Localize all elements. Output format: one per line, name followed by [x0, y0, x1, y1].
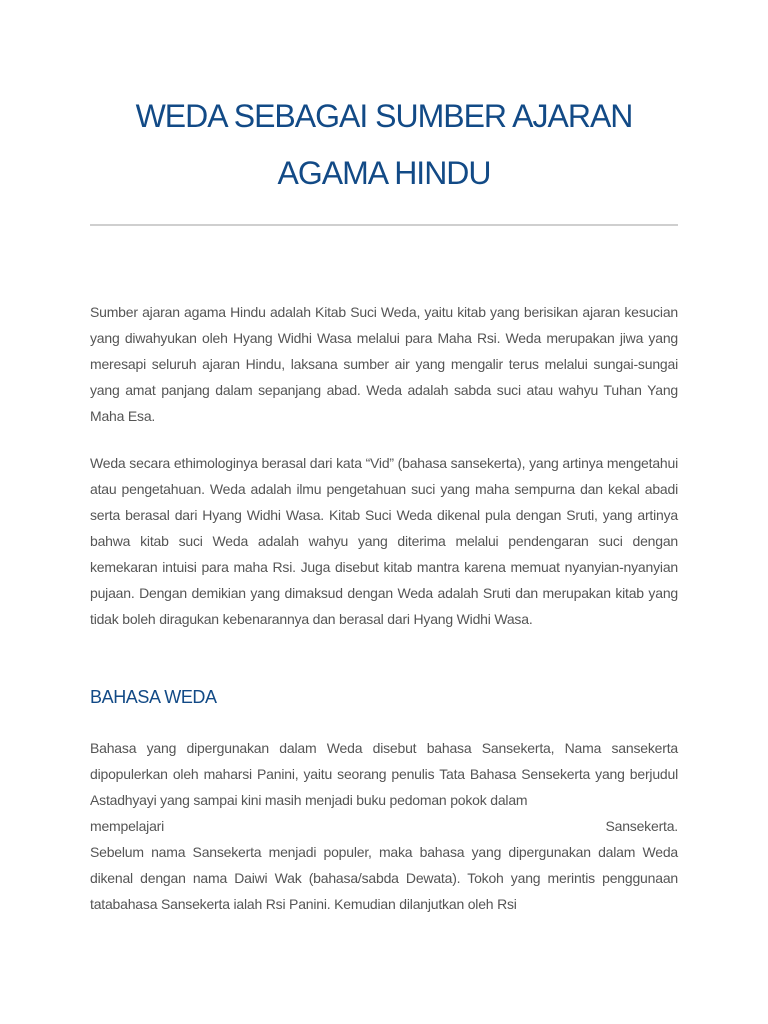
- section-heading: BAHASA WEDA: [90, 687, 217, 707]
- section-paragraph-split-right: Sansekerta.: [605, 818, 678, 834]
- section-paragraph-part-1: Bahasa yang dipergunakan dalam Weda disebut bahasa Sansekerta, Nama sansekerta dipopulerkan oleh maharsi Panini, yaitu seorang penulis Tata Bahasa Sensekerta yang berjudul Astadhyayi yang sampai kini masih menjadi buku pedoman pokok dalam: [90, 740, 678, 808]
- paragraph: Sumber ajaran agama Hindu adalah Kitab Suci Weda, yaitu kitab yang berisikan ajaran kesucian yang diwahyukan oleh Hyang Widhi Wasa melalui para Maha Rsi. Weda merupakan jiwa yang meresapi seluruh ajaran Hindu, laksana sumber air yang mengalir terus melalui sungai-sungai yang amat panjang dalam sepanjang abad. Weda adalah sabda suci atau wahyu Tuhan Yang Maha Esa.: [90, 304, 678, 424]
- section-paragraph-split-left: mempelajari: [90, 818, 165, 834]
- paragraph: Weda secara ethimologinya berasal dari kata “Vid” (bahasa sansekerta), yang artinya mengetahui atau pengetahuan. Weda adalah ilmu pengetahuan suci yang maha sempurna dan kekal abadi serta berasal dari Hyang Widhi Wasa. Kitab Suci Weda dikenal pula dengan Sruti, yang artinya bahwa kitab suci Weda adalah wahyu yang diterima melalui pendengaran suci dengan kemekaran intuisi para maha Rsi. Juga disebut kitab mantra karena memuat nyanyian-nyanyian pujaan. Dengan demikian yang dimaksud dengan Weda adalah Sruti dan merupakan kitab yang tidak boleh diragukan kebenarannya dan berasal dari Hyang Widhi Wasa.: [90, 455, 678, 627]
- section-paragraph-part-2: Sebelum nama Sansekerta menjadi populer, maka bahasa yang dipergunakan dalam Weda dikenal dengan nama Daiwi Wak (bahasa/sabda Dewata). Tokoh yang merintis penggunaan tatabahasa Sansekerta ialah Rsi Panini. Kemudian dilanjutkan oleh Rsi: [90, 844, 678, 912]
- section-paragraph-block: [90, 735, 678, 917]
- section-paragraph-split-line: [90, 813, 678, 839]
- document-title: WEDA SEBAGAI SUMBER AJARAN AGAMA HINDU: [135, 98, 633, 191]
- paragraph-block: [90, 299, 678, 429]
- title-divider: [90, 224, 678, 226]
- paragraph-block: [90, 450, 678, 632]
